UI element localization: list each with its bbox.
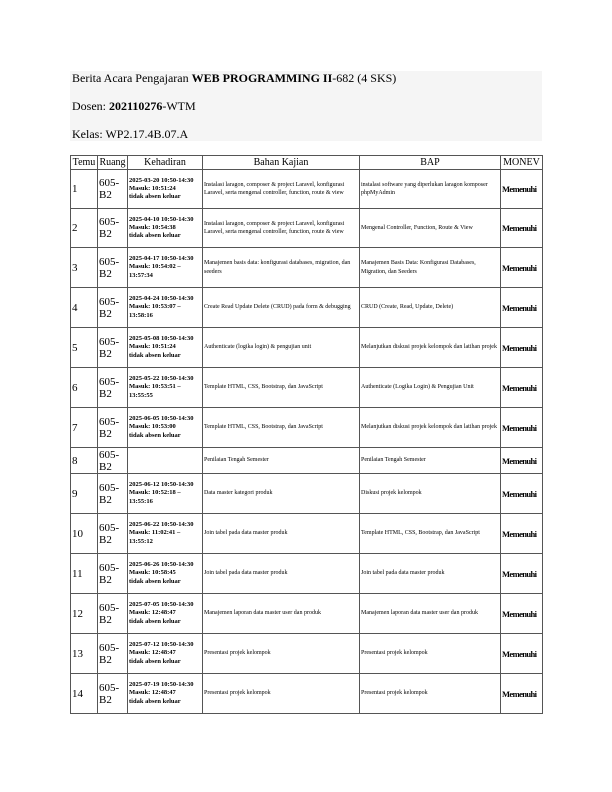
bap-cell: Authenticate (Logika Login) & Pengujian Unit	[360, 368, 501, 408]
bap-cell: instalasi software yang diperlukan laragon komposer phpMyAdmin	[360, 170, 501, 209]
attendance-line: tidak absen keluar	[129, 193, 181, 201]
attendance-line: 2025-05-22 10:50-14:30	[129, 375, 194, 383]
study-material-cell: Instalasi laragon, composer & project Laravel, konfigurasi Laravel, serta mengenal controller, function, route & view	[203, 209, 360, 248]
row-number: 1	[71, 170, 98, 209]
table-row	[71, 170, 543, 209]
attendance-line: tidak absen keluar	[129, 431, 181, 439]
monev-cell: Memenuhi	[501, 514, 543, 554]
bap-cell: Mengenal Controller, Function, Route & View	[360, 209, 501, 248]
bap-cell: Penilaian Tengah Semester	[360, 448, 501, 474]
row-number: 7	[71, 408, 98, 448]
row-number: 14	[71, 674, 98, 714]
attendance-cell	[128, 368, 203, 408]
monev-cell: Memenuhi	[501, 594, 543, 634]
col-header-monev: MONEV	[501, 156, 543, 170]
attendance-line: Masuk: 10:53:51 – 13:55:55	[129, 383, 181, 399]
bap-cell: Manajemen laporan data master user dan produk	[360, 594, 501, 634]
attendance-line: Masuk: 10:54:02 – 13:57:34	[129, 263, 181, 279]
table-row	[71, 634, 543, 674]
study-material-cell: Template HTML, CSS, Bootstrap, dan JavaScript	[203, 368, 360, 408]
row-number: 11	[71, 554, 98, 594]
study-material-cell: Manajemen basis data: konfigurasi databases, migration, dan seeders	[203, 248, 360, 288]
attendance-line: 2025-04-10 10:50-14:30	[129, 215, 194, 223]
attendance-line: Masuk: 10:51:24	[129, 343, 176, 351]
attendance-line: Masuk: 10:53:00	[129, 423, 176, 431]
dosen-suffix: -WTM	[162, 99, 196, 113]
course-name: WEB PROGRAMMING II	[191, 71, 333, 85]
table-row	[71, 594, 543, 634]
bap-cell: Join tabel pada data master produk	[360, 554, 501, 594]
attendance-line: 2025-04-17 10:50-14:30	[129, 255, 194, 263]
room-cell: 605-B2	[98, 474, 128, 514]
room-cell: 605-B2	[98, 554, 128, 594]
attendance-cell	[128, 594, 203, 634]
table-row	[71, 448, 543, 474]
header-dosen-line	[72, 99, 196, 114]
document-header	[70, 71, 542, 141]
attendance-line: tidak absen keluar	[129, 697, 181, 705]
attendance-line: tidak absen keluar	[129, 657, 181, 665]
row-number: 12	[71, 594, 98, 634]
study-material-cell: Authenticate (logika login) & pengujian unit	[203, 328, 360, 368]
study-material-cell: Presentasi projek kelompok	[203, 634, 360, 674]
monev-cell: Memenuhi	[501, 248, 543, 288]
attendance-line: Masuk: 12:48:47	[129, 689, 176, 697]
attendance-line: Masuk: 10:51:24	[129, 184, 176, 192]
table-row	[71, 554, 543, 594]
study-material-cell: Data master kategori produk	[203, 474, 360, 514]
study-material-cell: Create Read Update Delete (CRUD) pada form & debugging	[203, 288, 360, 328]
col-header-kehadiran: Kehadiran	[128, 156, 203, 170]
bap-cell: Template HTML, CSS, Bootstrap, dan JavaScript	[360, 514, 501, 554]
attendance-line: 2025-07-19 10:50-14:30	[129, 681, 194, 689]
attendance-line: Masuk: 10:58:45	[129, 569, 176, 577]
attendance-cell	[128, 554, 203, 594]
room-cell: 605-B2	[98, 209, 128, 248]
study-material-cell: Presentasi projek kelompok	[203, 674, 360, 714]
attendance-line: 2025-04-24 10:50-14:30	[129, 295, 194, 303]
table-row	[71, 288, 543, 328]
attendance-cell	[128, 634, 203, 674]
attendance-cell	[128, 248, 203, 288]
row-number: 3	[71, 248, 98, 288]
monev-cell: Memenuhi	[501, 474, 543, 514]
room-cell: 605-B2	[98, 288, 128, 328]
room-cell: 605-B2	[98, 448, 128, 474]
room-cell: 605-B2	[98, 634, 128, 674]
study-material-cell: Instalasi laragon, composer & project Laravel, konfigurasi Laravel, serta mengenal controller, function, route & view	[203, 170, 360, 209]
attendance-line: 2025-06-26 10:50-14:30	[129, 561, 194, 569]
study-material-cell: Template HTML, CSS, Bootstrap, dan JavaScript	[203, 408, 360, 448]
attendance-line: Masuk: 12:48:47	[129, 609, 176, 617]
table-row	[71, 474, 543, 514]
attendance-line: 2025-06-05 10:50-14:30	[129, 415, 194, 423]
table-header-row	[71, 156, 543, 170]
course-code: -682 (4 SKS)	[332, 71, 397, 85]
attendance-line: 2025-06-12 10:50-14:30	[129, 481, 194, 489]
table-row	[71, 328, 543, 368]
room-cell: 605-B2	[98, 248, 128, 288]
attendance-line: Masuk: 10:54:38	[129, 223, 176, 231]
attendance-cell	[128, 514, 203, 554]
table-row	[71, 674, 543, 714]
col-header-bap: BAP	[360, 156, 501, 170]
bap-cell: CRUD (Create, Read, Update, Delete)	[360, 288, 501, 328]
attendance-table	[70, 155, 543, 714]
study-material-cell: Join tabel pada data master produk	[203, 514, 360, 554]
attendance-line: 2025-07-12 10:50-14:30	[129, 641, 194, 649]
row-number: 6	[71, 368, 98, 408]
table-row	[71, 514, 543, 554]
attendance-cell	[128, 170, 203, 209]
attendance-line: 2025-03-20 10:50-14:30	[129, 176, 194, 184]
col-header-bahan-kajian: Bahan Kajian	[203, 156, 360, 170]
monev-cell: Memenuhi	[501, 554, 543, 594]
row-number: 8	[71, 448, 98, 474]
attendance-cell	[128, 408, 203, 448]
bap-cell: Presentasi projek kelompok	[360, 634, 501, 674]
col-header-ruang: Ruang	[99, 157, 126, 168]
attendance-line: tidak absen keluar	[129, 232, 181, 240]
table-row	[71, 408, 543, 448]
bap-cell: Melanjutkan diskusi projek kelompok dan latihan projek	[360, 408, 501, 448]
room-cell: 605-B2	[98, 170, 128, 209]
attendance-cell	[128, 448, 203, 474]
header-title-line	[72, 71, 396, 86]
bap-cell: Melanjutkan diskusi projek kelompok dan latihan projek	[360, 328, 501, 368]
row-number: 10	[71, 514, 98, 554]
monev-cell: Memenuhi	[501, 328, 543, 368]
monev-cell: Memenuhi	[501, 170, 543, 209]
dosen-id: 202110276	[109, 99, 163, 113]
room-cell: 605-B2	[98, 514, 128, 554]
monev-cell: Memenuhi	[501, 408, 543, 448]
col-header-temu: Temu	[71, 156, 98, 170]
monev-cell: Memenuhi	[501, 634, 543, 674]
bap-cell: Presentasi projek kelompok	[360, 674, 501, 714]
attendance-line: 2025-07-05 10:50-14:30	[129, 601, 194, 609]
table-row	[71, 368, 543, 408]
row-number: 2	[71, 209, 98, 248]
monev-cell: Memenuhi	[501, 368, 543, 408]
row-number: 13	[71, 634, 98, 674]
table-row	[71, 248, 543, 288]
room-cell: 605-B2	[98, 408, 128, 448]
attendance-line: Masuk: 10:53:07 – 13:58:16	[129, 303, 181, 319]
study-material-cell: Join tabel pada data master produk	[203, 554, 360, 594]
bap-cell: Diskusi projek kelompok	[360, 474, 501, 514]
table-row	[71, 209, 543, 248]
room-cell: 605-B2	[98, 328, 128, 368]
attendance-line: tidak absen keluar	[129, 617, 181, 625]
attendance-line: 2025-06-22 10:50-14:30	[129, 521, 194, 529]
header-kelas-line: Kelas: WP2.17.4B.07.A	[72, 127, 189, 141]
attendance-line: tidak absen keluar	[129, 577, 181, 585]
monev-cell: Memenuhi	[501, 674, 543, 714]
monev-cell: Memenuhi	[501, 209, 543, 248]
dosen-label: Dosen:	[72, 99, 109, 113]
room-cell: 605-B2	[98, 368, 128, 408]
row-number: 4	[71, 288, 98, 328]
attendance-line: 2025-05-08 10:50-14:30	[129, 335, 194, 343]
attendance-line: Masuk: 12:48:47	[129, 649, 176, 657]
attendance-line: Masuk: 11:02:41 – 13:55:12	[129, 529, 181, 545]
attendance-cell	[128, 288, 203, 328]
row-number: 9	[71, 474, 98, 514]
row-number: 5	[71, 328, 98, 368]
title-prefix: Berita Acara Pengajaran	[72, 71, 192, 85]
room-cell: 605-B2	[98, 594, 128, 634]
table-body	[71, 170, 543, 714]
monev-cell: Memenuhi	[501, 288, 543, 328]
attendance-cell	[128, 328, 203, 368]
room-cell: 605-B2	[98, 674, 128, 714]
study-material-cell: Penilaian Tengah Semester	[203, 448, 360, 474]
attendance-line: tidak absen keluar	[129, 351, 181, 359]
attendance-cell	[128, 674, 203, 714]
monev-cell: Memenuhi	[501, 448, 543, 474]
bap-cell: Manajemen Basis Data: Konfigurasi Databases, Migration, dan Seeders	[360, 248, 501, 288]
attendance-cell	[128, 474, 203, 514]
study-material-cell: Manajemen laporan data master user dan produk	[203, 594, 360, 634]
attendance-line: Masuk: 10:52:18 – 13:55:16	[129, 489, 181, 505]
attendance-cell	[128, 209, 203, 248]
